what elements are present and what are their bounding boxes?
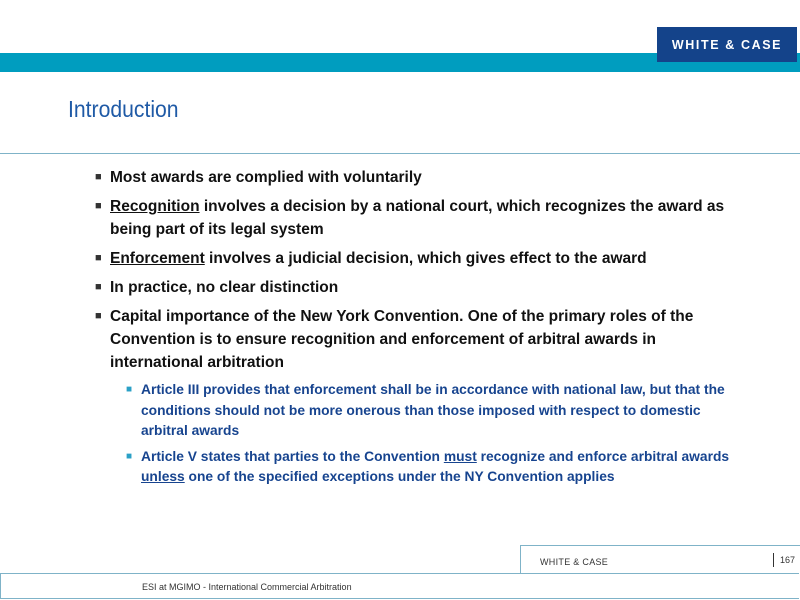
square-bullet-icon: ■ <box>126 450 133 462</box>
square-bullet-icon: ■ <box>95 200 102 212</box>
bullet-item <box>94 195 734 241</box>
slide-title: Introduction <box>68 96 179 122</box>
bullet-item <box>94 247 734 270</box>
firm-logo <box>657 27 797 62</box>
bullet-item <box>94 305 734 374</box>
square-bullet-icon: ■ <box>95 252 102 264</box>
sub-bullet-item <box>126 447 734 488</box>
square-bullet-icon: ■ <box>95 310 102 322</box>
bullet-text: Most awards are complied with voluntarily <box>110 169 422 186</box>
sub-bullet-text: recognize and enforce arbitral awards <box>476 448 730 464</box>
bullet-text: In practice, no clear distinction <box>110 279 339 296</box>
emphasis-unless: unless <box>141 469 185 484</box>
bullet-text: involves a judicial decision, which gives effect to the award <box>204 250 647 267</box>
sub-bullet-item <box>126 380 734 442</box>
sub-bullet-text: Article III provides that enforcement shall be in accordance with national law, but that the conditions should not be more onerous than those imposed with respect to domestic arbitral awards <box>141 382 725 438</box>
title-divider <box>0 153 800 154</box>
bullet-term: Recognition <box>110 198 200 215</box>
bullet-item <box>94 166 734 189</box>
footer-separator <box>773 553 774 567</box>
bullet-text: Capital importance of the New York Convention. One of the primary roles of the Convention is to ensure recognition and enforcement of arbitral awards in international arbitration <box>110 308 694 371</box>
bullet-text: involves a decision by a national court, which recognizes the award as being part of its legal system <box>110 198 725 238</box>
sub-bullet-text: one of the specified exceptions under the NY Convention applies <box>184 469 615 484</box>
bullet-term: Enforcement <box>110 250 205 267</box>
square-bullet-icon: ■ <box>95 281 102 293</box>
footer-firm: WHITE & CASE <box>540 557 609 567</box>
bullet-item <box>94 276 734 299</box>
sub-bullet-text: Article V states that parties to the Convention <box>141 448 444 464</box>
footer-bar <box>0 573 799 599</box>
slide-body <box>94 166 734 493</box>
footer-course: ESI at MGIMO - International Commercial Arbitration <box>142 582 352 592</box>
square-bullet-icon: ■ <box>126 384 133 395</box>
square-bullet-icon: ■ <box>95 171 102 183</box>
page-number: 167 <box>780 555 796 565</box>
firm-logo-text: WHITE & CASE <box>671 37 783 52</box>
emphasis-must: must <box>443 448 477 464</box>
